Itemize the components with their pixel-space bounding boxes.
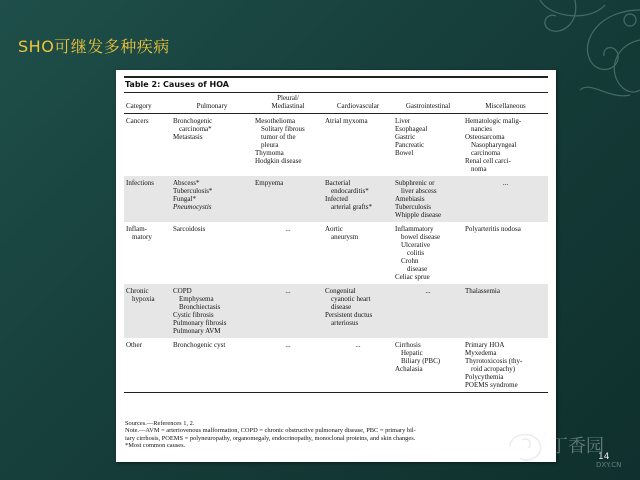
cell-text: Whipple disease <box>395 211 442 219</box>
cell-text: Congenital <box>325 287 356 295</box>
header-miscellaneous: Miscellaneous <box>463 92 548 114</box>
cell-text: ... <box>425 287 431 295</box>
table-cell-misc <box>463 114 548 177</box>
cell-text: Bronchogenic <box>173 117 213 125</box>
cell-text: Cystic fibrosis <box>173 311 214 319</box>
cell-text: Thalassemia <box>465 287 500 295</box>
cell-text: Pulmonary AVM <box>173 327 221 335</box>
table-figure <box>116 70 556 462</box>
cell-text: Atrial myxoma <box>325 117 368 125</box>
cell-text: Subphrenic or <box>395 179 435 187</box>
cell-text: ... <box>502 179 509 187</box>
slide-title: SHO可继发多种疾病 <box>18 37 170 56</box>
header-pulmonary: Pulmonary <box>171 92 253 114</box>
cell-text: pleura <box>261 141 279 149</box>
cell-text: Empyema <box>255 179 284 187</box>
table-row <box>124 114 548 177</box>
cell-text: arteriosus <box>331 319 359 327</box>
cell-text: Polycythemia <box>465 373 504 381</box>
cell-text: Mesothelioma <box>255 117 296 125</box>
cell-text: Cirrhosis <box>395 341 421 349</box>
cell-text: Pancreatic <box>395 141 425 149</box>
table-cell-pulmonary <box>171 284 253 338</box>
cell-text: arterial grafts* <box>331 203 373 211</box>
cell-text: carcinoma* <box>179 125 212 133</box>
cell-text: Gastric <box>395 133 416 141</box>
cell-text: Infected <box>325 195 348 203</box>
cell-text: Pneumocystis <box>173 203 212 211</box>
table-cell-pulmonary <box>171 222 253 284</box>
cell-text: Crohn <box>401 257 419 265</box>
cell-text: disease <box>331 303 352 311</box>
cell-text: Celiac sprue <box>395 273 430 281</box>
note-common-causes: *Most common causes. <box>125 442 186 450</box>
cell-text: Inflam- <box>126 225 147 233</box>
cell-text: Bronchiectasis <box>179 303 221 311</box>
cell-text: Ulcerative <box>401 241 431 249</box>
watermark-url: DXY.CN <box>596 461 622 469</box>
table-header-row <box>124 92 548 114</box>
table-cell-misc <box>463 222 548 284</box>
table-cell-pleural <box>253 222 323 284</box>
cell-text: ... <box>285 225 291 233</box>
cell-text: POEMS syndrome <box>465 381 518 389</box>
cell-text: bowel disease <box>401 233 441 241</box>
table-cell-pleural <box>253 284 323 338</box>
cell-text: carcinoma <box>471 149 501 157</box>
cell-text: Hematologic malig- <box>465 117 522 125</box>
header-cardiovascular: Cardiovascular <box>323 92 393 114</box>
table-cell-cardio <box>323 176 393 222</box>
table-cell-gi <box>393 338 463 393</box>
cell-text: cyanotic heart <box>331 295 371 303</box>
cell-text: liver abscess <box>401 187 437 195</box>
table-cell-misc <box>463 338 548 393</box>
table-cell-pulmonary <box>171 114 253 177</box>
note-abbreviations-1: Note.—AVM = arteriovenous malformation, COPD = chronic obstructive pulmonary disease, PBC = primary bil- <box>125 427 416 435</box>
table-cell-cardio <box>323 114 393 177</box>
table-cell-pleural <box>253 176 323 222</box>
cell-text: Bronchogenic cyst <box>173 341 226 349</box>
cell-text: Emphysema <box>179 295 214 303</box>
table-row <box>124 284 548 338</box>
table-cell-category <box>124 284 171 338</box>
cell-text: Bowel <box>395 149 414 157</box>
cell-text: aneurysm <box>331 233 359 241</box>
table-body <box>124 114 548 393</box>
table-cell-pleural <box>253 338 323 393</box>
cell-text: Aortic <box>325 225 343 233</box>
cell-text: nancies <box>471 125 492 133</box>
table-cell-pleural <box>253 114 323 177</box>
cell-text: ... <box>355 341 361 349</box>
cell-text: Hepatic <box>401 349 423 357</box>
header-pleural-line1: Pleural/ <box>277 94 299 102</box>
cell-text: Polyarteritis nodosa <box>465 225 521 233</box>
cell-text: Thymoma <box>255 149 284 157</box>
header-pleural-line2: Mediastinal <box>271 102 305 110</box>
table-row <box>124 338 548 393</box>
cell-text: endocarditis* <box>331 187 369 195</box>
cell-text: Amebiasis <box>395 195 425 203</box>
table-notes <box>125 420 549 450</box>
table-cell-gi <box>393 114 463 177</box>
cell-text: roid acropachy) <box>471 365 516 373</box>
cell-text: Renal cell carci- <box>465 157 511 165</box>
header-gastrointestinal: Gastrointestinal <box>393 92 463 114</box>
header-pleural-mediastinal <box>253 92 323 114</box>
cell-text: Fungal* <box>173 195 196 203</box>
cell-text: noma <box>471 165 487 173</box>
cell-text: ... <box>285 341 291 349</box>
table-cell-cardio <box>323 284 393 338</box>
table-cell-pulmonary <box>171 176 253 222</box>
table-cell-pulmonary <box>171 338 253 393</box>
cell-text: Inflammatory <box>395 225 434 233</box>
cell-text: Other <box>126 341 142 349</box>
cell-text: Nasopharyngeal <box>471 141 517 149</box>
header-category: Category <box>124 92 171 114</box>
cell-text: Myxedema <box>465 349 497 357</box>
cell-text: Tuberculosis* <box>173 187 213 195</box>
cell-text: Infections <box>126 179 154 187</box>
cell-text: Abscess* <box>173 179 200 187</box>
page-number: 14 <box>598 452 610 462</box>
table-cell-misc <box>463 284 548 338</box>
table-row <box>124 176 548 222</box>
hoa-causes-table <box>124 92 548 393</box>
table-cell-category <box>124 338 171 393</box>
table-cell-gi <box>393 222 463 284</box>
table-cell-gi <box>393 176 463 222</box>
dxy-watermark-logo <box>500 422 632 472</box>
cell-text: COPD <box>173 287 192 295</box>
cell-text: Tuberculosis <box>395 203 431 211</box>
table-cell-cardio <box>323 338 393 393</box>
cell-text: Liver <box>395 117 411 125</box>
cell-text: hypoxia <box>132 295 155 303</box>
cell-text: Esophageal <box>395 125 428 133</box>
table-cell-category <box>124 176 171 222</box>
cell-text: Metastasis <box>173 133 203 141</box>
cell-text: Solitary fibrous <box>261 125 305 133</box>
cell-text: Persistent ductus <box>325 311 373 319</box>
table-cell-category <box>124 222 171 284</box>
cell-text: ... <box>285 287 291 295</box>
cell-text: Osteosarcoma <box>465 133 505 141</box>
table-row <box>124 222 548 284</box>
cell-text: disease <box>407 265 428 273</box>
cell-text: Hodgkin disease <box>255 157 302 165</box>
cell-text: Thyrotoxicosis (thy- <box>465 357 523 365</box>
note-sources: Sources.—References 1, 2. <box>125 420 195 427</box>
cell-text: Primary HOA <box>465 341 505 349</box>
table-caption: Table 2: Causes of HOA <box>124 76 548 93</box>
table-cell-category <box>124 114 171 177</box>
cell-text: matory <box>132 233 152 241</box>
cell-text: tumor of the <box>261 133 296 141</box>
cell-text: Pulmonary fibrosis <box>173 319 227 327</box>
cell-text: Chronic <box>126 287 149 295</box>
cell-text: Achalasia <box>395 365 423 373</box>
table-cell-cardio <box>323 222 393 284</box>
table-cell-misc <box>463 176 548 222</box>
watermark-text: 丁香园 <box>550 436 604 457</box>
cell-text: Cancers <box>126 117 149 125</box>
note-abbreviations-2: iary cirrhosis, POEMS = polyneuropathy, organomegaly, endocrinopathy, monoclonal proteins, and skin changes. <box>125 434 416 442</box>
cell-text: Bacterial <box>325 179 351 187</box>
cell-text: colitis <box>407 249 425 257</box>
table-cell-gi <box>393 284 463 338</box>
cell-text: Sarcoidosis <box>173 225 206 233</box>
cell-text: Biliary (PBC) <box>401 357 441 365</box>
